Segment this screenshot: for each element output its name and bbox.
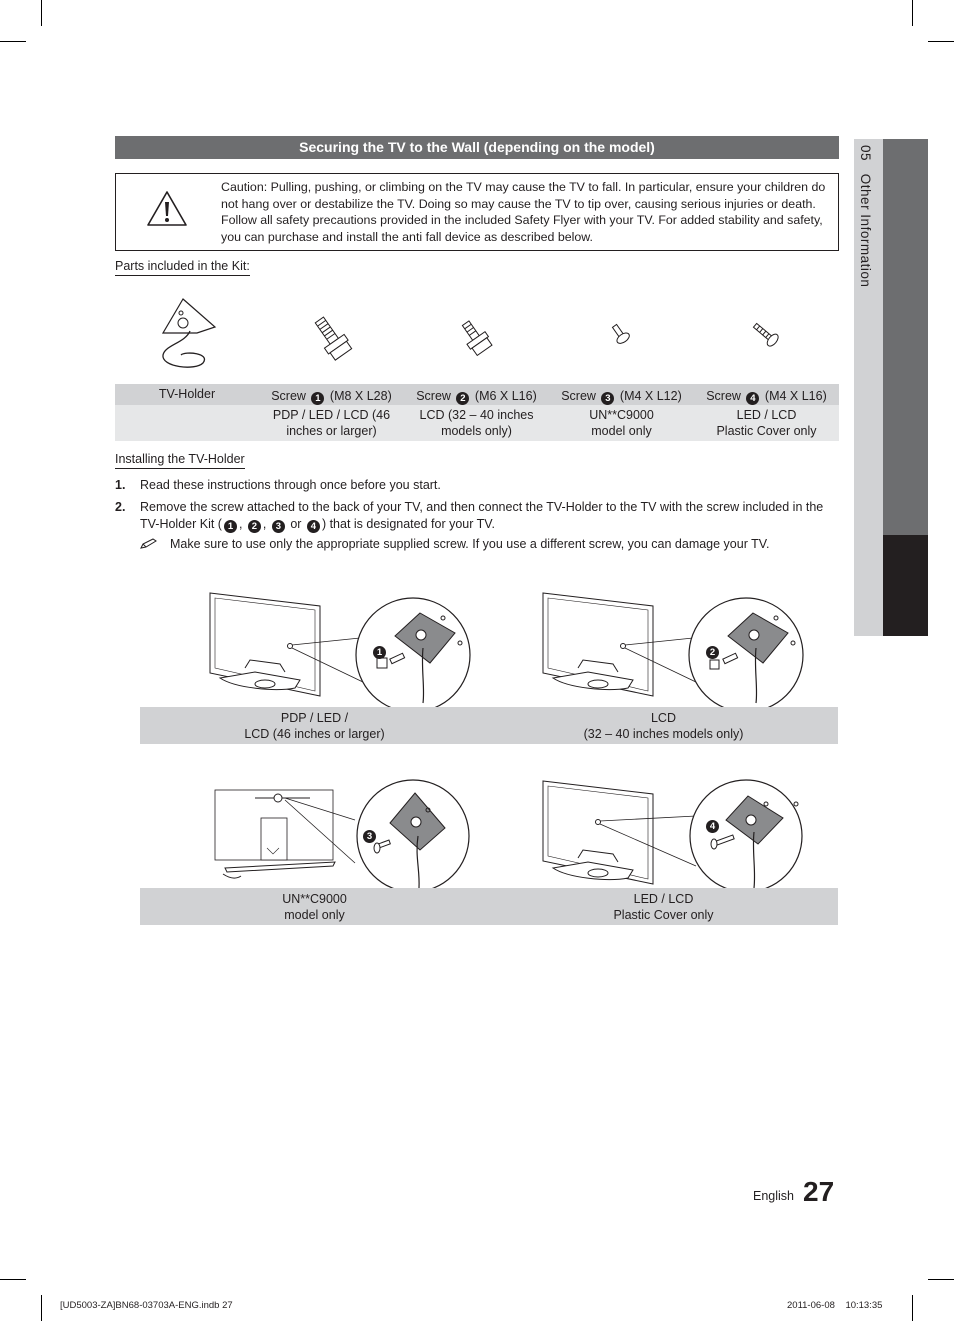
- marker-1-icon: 1: [224, 520, 237, 533]
- chapter-number: 05: [858, 145, 873, 162]
- step-text: Read these instructions through once before you start.: [140, 478, 441, 492]
- pencil-note-icon: [140, 538, 158, 550]
- part-model-cell: [404, 407, 549, 439]
- step-1: [115, 477, 839, 495]
- model-line: LCD (32 – 40 inches: [419, 408, 534, 422]
- screw-4-icon: [750, 320, 784, 352]
- caption-line: LED / LCD: [633, 892, 694, 906]
- warning-icon: [146, 190, 188, 228]
- screw-label: Screw: [561, 389, 596, 403]
- screw-spec: (M6 X L16): [474, 389, 537, 403]
- side-tab-active-marker: [883, 535, 928, 636]
- part-name-cell: [115, 386, 259, 402]
- screw-1-icon: [309, 316, 355, 360]
- step-number: 1.: [115, 478, 126, 492]
- note-text: Make sure to use only the appropriate supplied screw. If you use a different screw, you can damage your TV.: [170, 537, 770, 551]
- model-line: UN**C9000: [589, 408, 654, 422]
- screw-label: Screw: [416, 389, 451, 403]
- separator: or: [286, 517, 305, 531]
- model-line: Plastic Cover only: [716, 424, 817, 438]
- part-model-cell: [549, 407, 694, 439]
- part-name-cell: [694, 388, 839, 405]
- marker-1-icon: 1: [311, 392, 324, 405]
- caption-line: LCD (46 inches or larger): [244, 727, 385, 741]
- parts-table-header: [115, 384, 839, 405]
- model-line: LED / LCD: [736, 408, 797, 422]
- step-number: 2.: [115, 500, 126, 514]
- crop-mark: [41, 0, 42, 26]
- screw-2-icon: [456, 320, 496, 356]
- model-line: model only: [591, 424, 652, 438]
- footer-timestamp: 2011-06-08 10:13:35: [787, 1300, 883, 1311]
- part-name-cell: [259, 388, 404, 405]
- tv-holder-label: TV-Holder: [158, 387, 216, 401]
- caution-box: [115, 173, 839, 251]
- crop-mark: [928, 41, 954, 42]
- marker-2-icon: 2: [248, 520, 261, 533]
- tv-holder-icon: [155, 297, 225, 375]
- marker-2-icon: 2: [456, 392, 469, 405]
- part-name-cell: [549, 388, 694, 405]
- model-line: PDP / LED / LCD (46: [272, 408, 391, 422]
- chapter-title: Other Information: [858, 173, 873, 288]
- marker-4-icon: 4: [746, 392, 759, 405]
- figure-2-marker-icon: 2: [706, 646, 719, 659]
- step-text-b: ) that is designated for your TV.: [321, 517, 495, 531]
- step-text-a: Remove the screw attached to the back of your TV, and then connect the TV-Holder to the TV with the screw included in the TV-Holder Kit (: [140, 500, 824, 531]
- separator: ,: [262, 517, 270, 531]
- side-tab-label: [858, 145, 882, 305]
- crop-mark: [0, 1279, 26, 1280]
- tv-install-illustration-2: [538, 588, 808, 708]
- figure-1-caption: [140, 710, 489, 742]
- marker-4-icon: 4: [307, 520, 320, 533]
- model-line: inches or larger): [286, 424, 377, 438]
- caution-label: Caution: [221, 180, 264, 194]
- footer-file-info: [UD5003-ZA]BN68-03703A-ENG.indb 27: [60, 1300, 233, 1311]
- figure-3-marker-icon: 3: [363, 830, 376, 843]
- tv-install-illustration-1: [205, 588, 475, 708]
- parts-table-body: [115, 405, 839, 441]
- crop-mark: [912, 0, 913, 26]
- figure-1-marker-icon: 1: [373, 646, 386, 659]
- figure-4-caption: [489, 891, 838, 923]
- model-line: models only): [441, 424, 512, 438]
- figure-caption-row-1: [140, 707, 838, 744]
- tv-install-illustration-3: [215, 778, 485, 890]
- caption-line: Plastic Cover only: [613, 908, 714, 922]
- marker-3-icon: 3: [272, 520, 285, 533]
- install-heading: Installing the TV-Holder: [115, 452, 245, 469]
- caption-line: PDP / LED /: [280, 711, 349, 725]
- side-tab-band: [883, 139, 928, 535]
- screw-label: Screw: [271, 389, 306, 403]
- figure-4-marker-icon: 4: [706, 820, 719, 833]
- step-text: [140, 499, 830, 533]
- page-number: 27: [803, 1176, 835, 1207]
- caption-line: LCD: [650, 711, 676, 725]
- screw-label: Screw: [706, 389, 741, 403]
- separator: ,: [238, 517, 246, 531]
- caution-body: : Pulling, pushing, or climbing on the TV may cause the TV to fall. In particular, ensure your children do not hang over or destabilize the TV. Doing so may cause the TV to tip over, causing serious injuries or death. Follow all safety precautions provided in the included Safety Flyer with your TV. For added stability and safety, you can purchase and install the anti fall device as described below.: [221, 180, 826, 244]
- screw-spec: (M4 X L12): [619, 389, 682, 403]
- step-2: [115, 499, 839, 535]
- caution-text: [221, 179, 833, 245]
- screw-3-icon: [608, 324, 634, 348]
- crop-mark: [928, 1279, 954, 1280]
- caption-line: UN**C9000: [282, 892, 347, 906]
- figure-2-caption: [489, 710, 838, 742]
- screw-spec: (M8 X L28): [329, 389, 392, 403]
- figure-3-caption: [140, 891, 489, 923]
- part-model-cell: [694, 407, 839, 439]
- page-language: English: [753, 1189, 794, 1203]
- part-name-cell: [404, 388, 549, 405]
- crop-mark: [0, 41, 26, 42]
- screw-spec: (M4 X L16): [764, 389, 827, 403]
- caption-line: model only: [284, 908, 345, 922]
- crop-mark: [912, 1295, 913, 1321]
- figure-caption-row-2: [140, 888, 838, 925]
- crop-mark: [41, 1295, 42, 1321]
- parts-heading: Parts included in the Kit:: [115, 259, 250, 276]
- part-model-cell: [259, 407, 404, 439]
- caption-line: (32 – 40 inches models only): [583, 727, 744, 741]
- marker-3-icon: 3: [601, 392, 614, 405]
- section-title: Securing the TV to the Wall (depending on the model): [115, 136, 839, 159]
- tv-install-illustration-4: [538, 776, 808, 894]
